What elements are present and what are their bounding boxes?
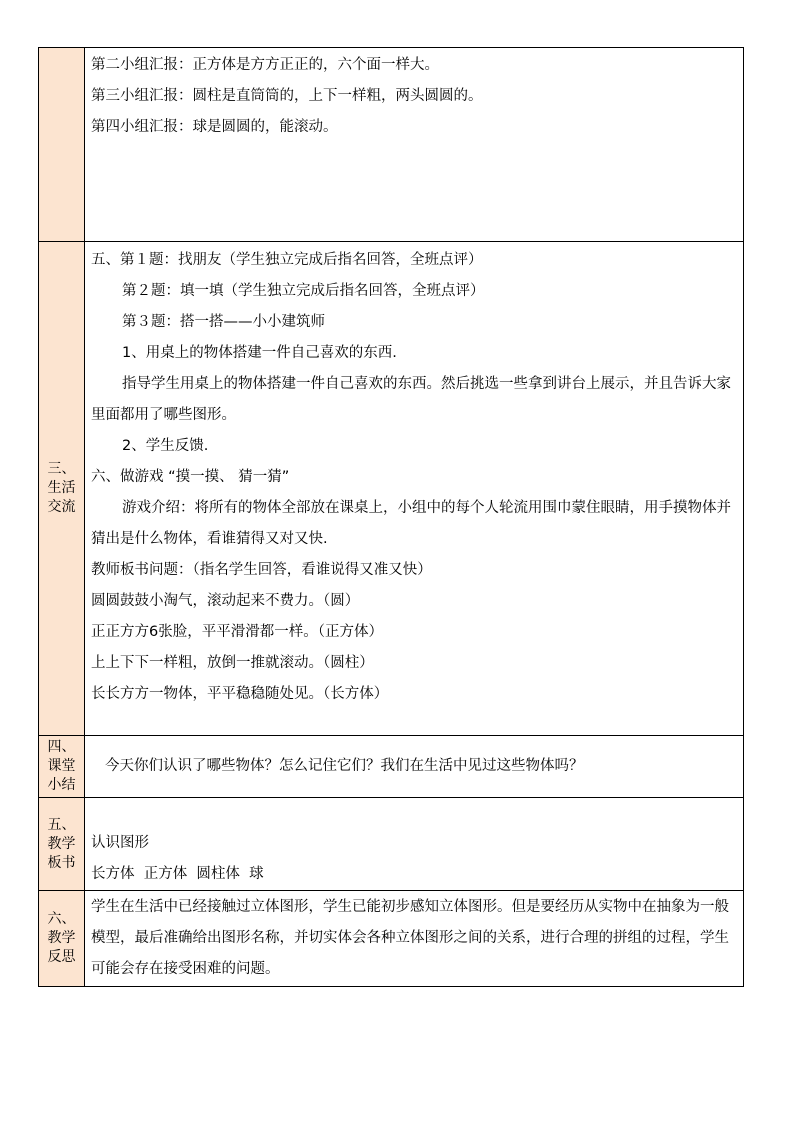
text-line: 教师板书问题：（指名学生回答，看谁说得又准又快） xyxy=(91,562,432,578)
text-line: 2、学生反馈. xyxy=(122,438,209,454)
report-line: 第三小组汇报：圆柱是直筒筒的，上下一样粗，两头圆圆的。 xyxy=(91,88,483,104)
table-row xyxy=(39,242,744,736)
board-cell xyxy=(85,798,744,891)
life-exchange-cell xyxy=(85,242,744,736)
text-paragraph: 指导学生用桌上的物体搭建一件自己喜欢的东西。然后挑选一些拿到讲台上展示，并且告诉大家里面都用了哪些图形。 xyxy=(91,376,731,423)
row-label-summary: 四、 课堂 小结 xyxy=(39,736,85,798)
report-line: 第四小组汇报：球是圆圆的，能滚动。 xyxy=(91,119,338,135)
text-line: 五、第１题：找朋友（学生独立完成后指名回答，全班点评） xyxy=(91,252,483,268)
report-line: 第二小组汇报：正方体是方方正正的，六个面一样大。 xyxy=(91,57,439,73)
text-line: 第２题：填一填（学生独立完成后指名回答，全班点评） xyxy=(122,283,485,299)
lesson-plan-table xyxy=(38,47,744,987)
text-line: 1、用桌上的物体搭建一件自己喜欢的东西. xyxy=(122,345,397,361)
row-label-empty xyxy=(39,48,85,242)
row-label-board: 五、 教学 板书 xyxy=(39,798,85,891)
reflection-cell xyxy=(85,891,744,987)
table-row xyxy=(39,48,744,242)
riddle-line: 正正方方6张脸，平平滑滑都一样。（正方体） xyxy=(91,624,383,640)
text-line: 第３题：搭一搭——小小建筑师 xyxy=(122,314,325,330)
row-label-reflection: 六、 教学 反思 xyxy=(39,891,85,987)
table-row xyxy=(39,798,744,891)
riddle-line: 长长方方一物体，平平稳稳随处见。（长方体） xyxy=(91,686,389,702)
summary-cell xyxy=(85,736,744,798)
table-row xyxy=(39,891,744,987)
text-line: 长方体 正方体 圆柱体 球 xyxy=(91,866,264,882)
row-label-life-exchange: 三、 生活 交流 xyxy=(39,242,85,736)
text-paragraph: 学生在生活中已经接触过立体图形，学生已能初步感知立体图形。但是要经历从实物中在抽象为一般模型，最后准确给出图形名称，并切实体会各种立体图形之间的关系，进行合理的拼组的过程，学生可能会存在接受困难的问题。 xyxy=(91,899,729,977)
text-paragraph: 游戏介绍：将所有的物体全部放在课桌上，小组中的每个人轮流用围巾蒙住眼睛，用手摸物体并猜出是什么物体，看谁猜得又对又快. xyxy=(91,500,731,547)
text-line: 今天你们认识了哪些物体？怎么记住它们？我们在生活中见过这些物体吗？ xyxy=(105,758,584,774)
table-row xyxy=(39,736,744,798)
text-line: 六、做游戏 “摸一摸、 猜一猜” xyxy=(91,469,290,485)
riddle-line: 圆圆鼓鼓小淘气，滚动起来不费力。（圆） xyxy=(91,593,360,609)
group-reports-cell xyxy=(85,48,744,242)
text-line: 认识图形 xyxy=(91,835,149,851)
riddle-line: 上上下下一样粗，放倒一推就滚动。（圆柱） xyxy=(91,655,374,671)
